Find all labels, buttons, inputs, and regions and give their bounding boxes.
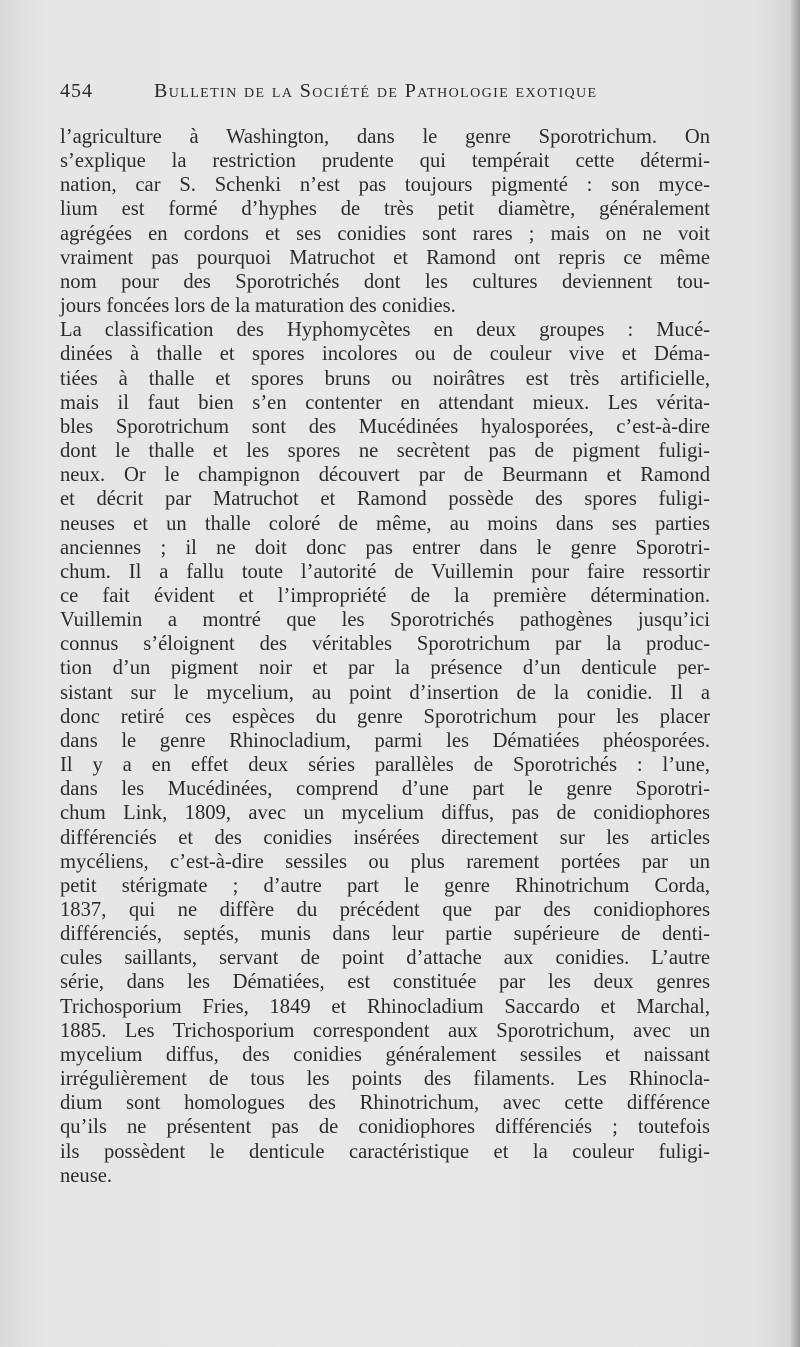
- text-line: dium sont homologues des Rhinotrichum, avec cette différence: [60, 1092, 710, 1115]
- text-line: ce fait évident et l’impropriété de la première détermination.: [60, 584, 710, 607]
- text-line: dans les Mucédinées, comprend d’une part le genre Sporotri-: [60, 778, 710, 801]
- running-title: Bulletin de la Société de Pathologie exotique: [154, 80, 598, 102]
- text-line: sistant sur le mycelium, au point d’insertion de la conidie. Il a: [60, 681, 710, 704]
- text-line: cules saillants, servant de point d’attache aux conidies. L’autre: [60, 947, 710, 970]
- text-line: chum Link, 1809, avec un mycelium diffus, pas de conidiophores: [60, 802, 710, 825]
- text-line: neuses et un thalle coloré de même, au moins dans ses parties: [60, 512, 710, 535]
- text-line: jours foncées lors de la maturation des conidies.: [60, 295, 456, 318]
- text-line: mycéliens, c’est-à-dire sessiles ou plus rarement portées par un: [60, 850, 710, 873]
- text-line: mycelium diffus, des conidies généralement sessiles et naissant: [60, 1043, 710, 1066]
- text-line: nation, car S. Schenki n’est pas toujours pigmenté : son myce-: [60, 174, 710, 197]
- text-line: connus s’éloignent des véritables Sporotrichum par la produc-: [60, 633, 710, 656]
- text-line: lium est formé d’hyphes de très petit diamètre, généralement: [60, 198, 710, 221]
- text-line: 1837, qui ne diffère du précédent que par des conidiophores: [60, 899, 710, 921]
- body-text: [60, 125, 710, 1188]
- text-line: dinées à thalle et spores incolores ou de couleur vive et Déma-: [60, 343, 710, 366]
- text-line: ils possèdent le denticule caractéristique et la couleur fuligi-: [60, 1140, 710, 1163]
- text-line: Vuillemin a montré que les Sporotrichés pathogènes jusqu’ici: [60, 609, 710, 632]
- text-line: s’explique la restriction prudente qui tempérait cette détermi-: [60, 150, 710, 173]
- text-line: La classification des Hyphomycètes en deux groupes : Mucé-: [60, 319, 710, 342]
- text-line: l’agriculture à Washington, dans le genre Sporotrichum. On: [60, 126, 710, 148]
- text-line: vraiment pas pourquoi Matruchot et Ramond ont repris ce même: [60, 246, 710, 269]
- text-line: neuse.: [60, 1164, 113, 1187]
- text-line: Il y a en effet deux séries parallèles de Sporotrichés : l’une,: [60, 754, 710, 777]
- text-line: 1885. Les Trichosporium correspondent aux Sporotrichum, avec un: [60, 1019, 710, 1042]
- page-number: 454: [60, 80, 93, 102]
- text-line: bles Sporotrichum sont des Mucédinées hyalosporées, c’est-à-dire: [60, 415, 710, 438]
- text-line: mais il faut bien s’en contenter en attendant mieux. Les vérita-: [60, 391, 710, 414]
- text-line: agrégées en cordons et ses conidies sont rares ; mais on ne voit: [60, 222, 710, 245]
- text-line: dont le thalle et les spores ne secrètent pas de pigment fuligi-: [60, 440, 710, 463]
- text-line: tiées à thalle et spores bruns ou noirâtres est très artificielle,: [60, 367, 710, 390]
- text-line: petit stérigmate ; d’autre part le genre Rhinotrichum Corda,: [60, 874, 710, 897]
- text-line: qu’ils ne présentent pas de conidiophores différenciés ; toutefois: [60, 1116, 710, 1139]
- text-line: différenciés, septés, munis dans leur partie supérieure de denti-: [60, 923, 710, 946]
- text-line: nom pour des Sporotrichés dont les cultures deviennent tou-: [60, 270, 710, 293]
- text-line: neux. Or le champignon découvert par de Beurmann et Ramond: [60, 464, 710, 487]
- page-edge-shadow: [790, 0, 800, 1347]
- text-line: chum. Il a fallu toute l’autorité de Vuillemin pour faire ressortir: [60, 560, 710, 583]
- text-line: différenciés et des conidies insérées directement sur les articles: [60, 826, 710, 849]
- text-line: anciennes ; il ne doit donc pas entrer dans le genre Sporotri-: [60, 536, 710, 559]
- text-line: dans le genre Rhinocladium, parmi les Dématiées phéosporées.: [60, 729, 710, 752]
- text-line: Trichosporium Fries, 1849 et Rhinocladium Saccardo et Marchal,: [60, 995, 710, 1018]
- text-line: série, dans les Dématiées, est constituée par les deux genres: [60, 971, 710, 994]
- text-line: irrégulièrement de tous les points des filaments. Les Rhinocla-: [60, 1068, 710, 1091]
- text-line: donc retiré ces espèces du genre Sporotrichum pour les placer: [60, 705, 710, 728]
- text-line: et décrit par Matruchot et Ramond possède des spores fuligi-: [60, 488, 710, 511]
- text-line: tion d’un pigment noir et par la présence d’un denticule per-: [60, 657, 710, 680]
